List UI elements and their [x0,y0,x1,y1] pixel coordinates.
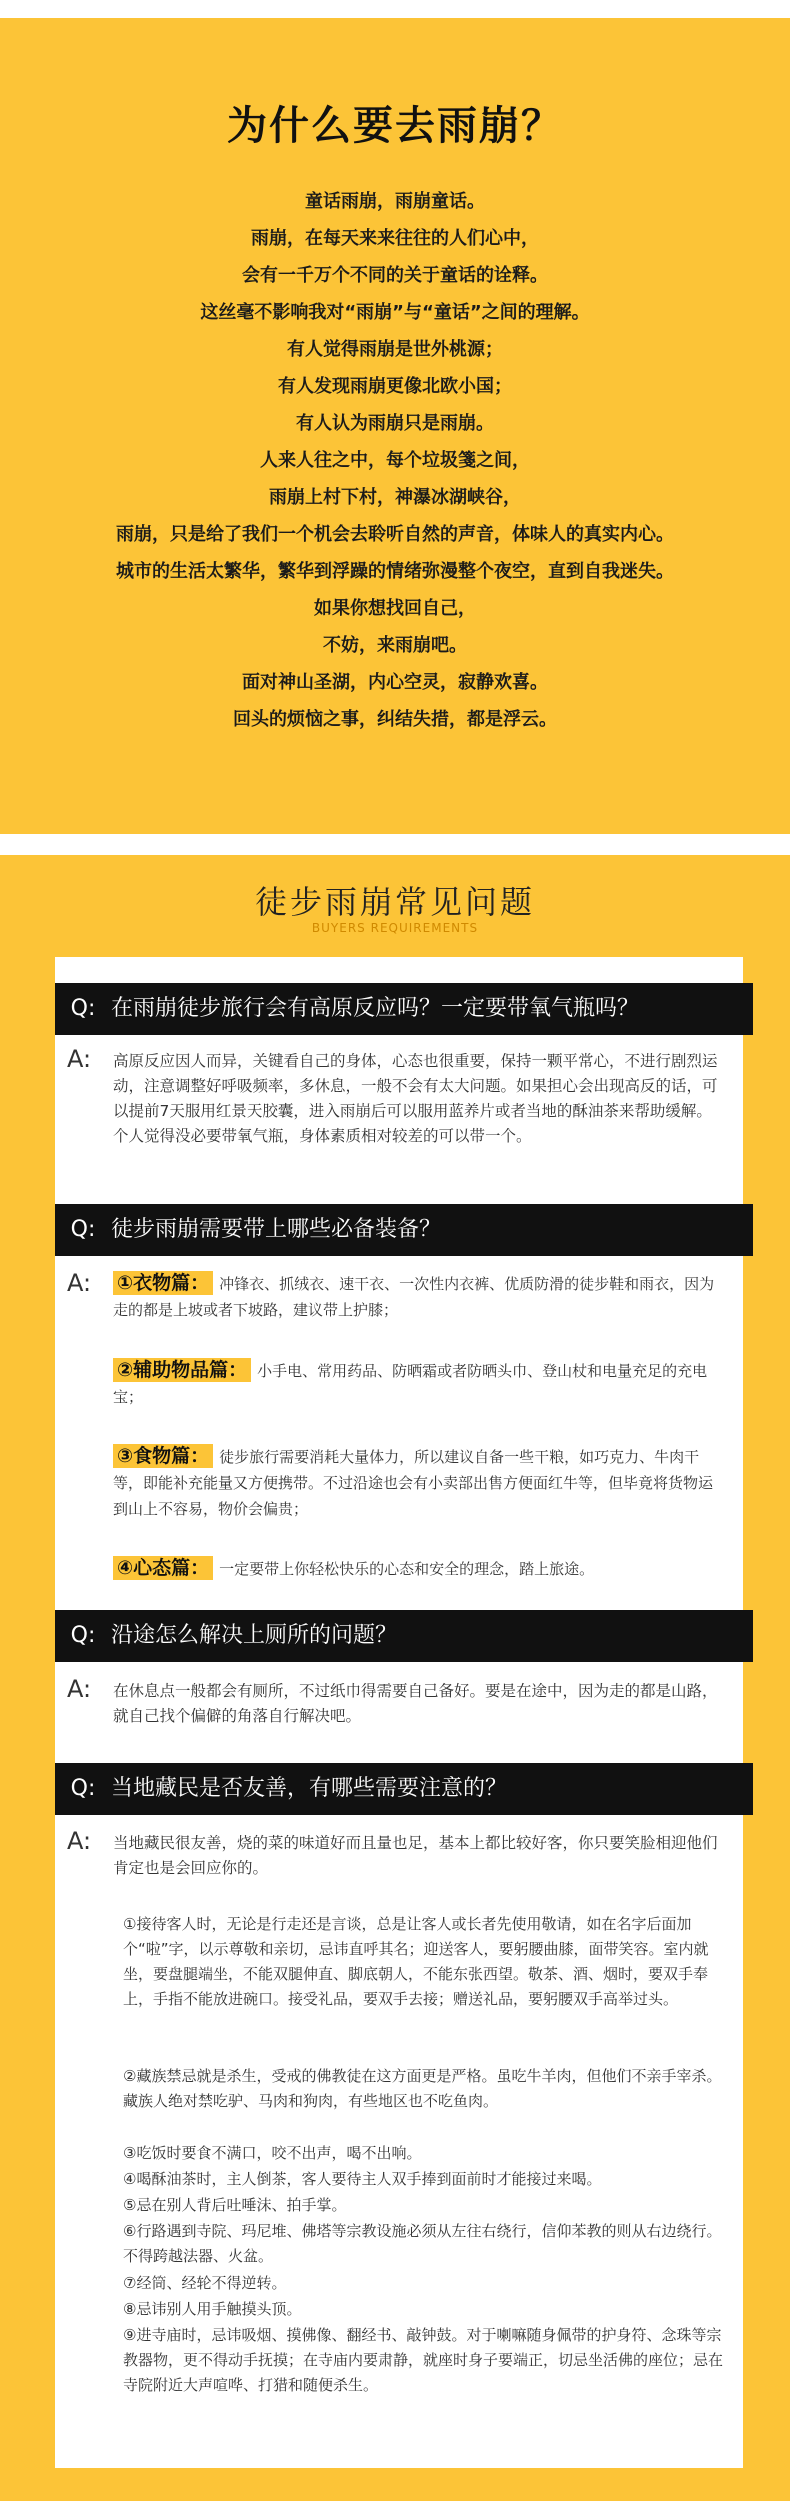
etiquette-rule-7: ⑦经筒、经轮不得逆转。 [123,2274,287,2292]
q-label: Q: [70,1217,96,1242]
q-label: Q: [70,1776,96,1801]
poem-line: 城市的生活太繁华，繁华到浮躁的情绪弥漫整个夜空，直到自我迷失。 [116,561,674,582]
answer-text: 当地藏民很友善，烧的菜的味道好而且量也足，基本上都比较好客，你只要笑脸相迎他们肯定也是会回应你的。 [113,1834,718,1877]
gear-tag: ③食物篇： [113,1444,213,1468]
gear-item-clothing [113,1270,723,1323]
etiquette-rule-9: ⑨进寺庙时，忌讳吸烟、摸佛像、翻经书、敲钟鼓。对于喇嘛随身佩带的护身符、念珠等宗教器物，更不得动手抚摸；在寺庙内要肃静，就座时身子要端正，切忌坐活佛的座位；忌在寺院附近大声喧哗、打猎和随便杀生。 [123,2326,724,2394]
etiquette-rule-3: ③吃饭时要食不满口，咬不出声，喝不出响。 [123,2144,422,2162]
poem-line: 雨崩上村下村，神瀑冰湖峡谷， [269,487,521,508]
question-text: 沿途怎么解决上厕所的问题？ [111,1623,398,1648]
poem-line: 回头的烦恼之事，纠结失措，都是浮云。 [233,709,557,730]
poem-line: 这丝毫不影响我对“雨崩”与“童话”之间的理解。 [200,302,590,323]
etiquette-rule-8: ⑧忌讳别人用手触摸头顶。 [123,2300,302,2318]
poem-line: 不妨，来雨崩吧。 [323,635,467,656]
poem-line: 有人发现雨崩更像北欧小国； [278,376,512,397]
a-label: A: [67,1675,92,1703]
question-bar-2 [55,1204,753,1256]
question-text: 徒步雨崩需要带上哪些必备装备？ [111,1217,442,1242]
gear-item-accessories [113,1357,723,1410]
question-bar-4 [55,1763,753,1815]
gear-text: 徒步旅行需要消耗大量体力，所以建议自备一些干粮，如巧克力、牛肉干等，即能补充能量又方便携带。不过沿途也会有小卖部出售方便面红牛等，但毕竟将货物运到山上不容易，物价会偏贵； [113,1448,714,1518]
question-text: 在雨崩徒步旅行会有高原反应吗？一定要带氧气瓶吗？ [111,996,640,1021]
gear-tag: ④心态篇： [113,1556,213,1580]
gear-text: 冲锋衣、抓绒衣、速干衣、一次性内衣裤、优质防滑的徒步鞋和雨衣，因为走的都是上坡或者下坡路，建议带上护膝； [113,1275,715,1319]
faq-section [0,855,790,2501]
gear-item-mindset [113,1555,723,1582]
etiquette-rule-6: ⑥行路遇到寺院、玛尼堆、佛塔等宗教设施必须从左往右绕行，信仰苯教的则从右边绕行。不得跨越法器、火盆。 [123,2222,722,2265]
poem-line: 如果你想找回自己， [314,598,476,619]
q-label: Q: [70,1623,96,1648]
why-title: 为什么要去雨崩？ [227,103,563,149]
poem-line: 有人觉得雨崩是世外桃源； [287,339,503,360]
poem-line: 有人认为雨崩只是雨崩。 [296,413,494,434]
etiquette-rule-1: ①接待客人时，无论是行走还是言谈，总是让客人或长者先使用敬请，如在名字后面加个“啦”字，以示尊敬和亲切，忌讳直呼其名；迎送客人，要躬腰曲膝，面带笑容。室内就坐，要盘腿端坐，不能双腿伸直、脚底朝人，不能东张西望。敬茶、酒、烟时，要双手奉上，手指不能放进碗口。接受礼品，要双手去接；赠送礼品，要躬腰双手高举过头。 [123,1915,709,2008]
etiquette-rule-4: ④喝酥油茶时，主人倒茶，客人要待主人双手捧到面前时才能接过来喝。 [123,2170,602,2188]
poem-line: 童话雨崩，雨崩童话。 [305,191,485,212]
gear-tag: ①衣物篇： [113,1271,213,1295]
a-label: A: [67,1827,92,1855]
poem-line: 人来人往之中，每个垃圾箋之间， [260,450,530,471]
faq-subheading: BUYERS REQUIREMENTS [311,921,479,935]
why-poem [0,183,790,738]
etiquette-rule-2: ②藏族禁忌就是杀生，受戒的佛教徒在这方面更是严格。虽吃牛羊肉，但他们不亲手宰杀。藏族人绝对禁吃驴、马肉和狗肉，有些地区也不吃鱼肉。 [123,2067,722,2110]
etiquette-rule-5: ⑤忌在别人背后吐唾沫、拍手掌。 [123,2196,347,2214]
gear-text: 一定要带上你轻松快乐的心态和安全的理念，踏上旅途。 [219,1560,595,1578]
a-label: A: [67,1045,92,1073]
question-text: 当地藏民是否友善，有哪些需要注意的？ [111,1776,508,1801]
answer-text: 在休息点一般都会有厕所，不过纸巾得需要自己备好。要是在途中，因为走的都是山路，就自己找个偏僻的角落自行解决吧。 [113,1682,718,1725]
poem-line: 面对神山圣湖，内心空灵，寂静欢喜。 [242,672,548,693]
why-section [0,18,790,834]
poem-line: 会有一千万个不同的关于童话的诠释。 [242,265,548,286]
faq-card [55,957,743,2468]
poem-line: 雨崩，只是给了我们一个机会去聆听自然的声音，体味人的真实内心。 [116,524,674,545]
poem-line: 雨崩，在每天来来往往的人们心中， [251,228,539,249]
faq-heading: 徒步雨崩常见问题 [254,883,535,921]
gear-text: 小手电、常用药品、防晒霜或者防晒头巾、登山杖和电量充足的充电宝； [113,1362,708,1406]
answer-text: 高原反应因人而异，关键看自己的身体，心态也很重要，保持一颗平常心，不进行剧烈运动，注意调整好呼吸频率，多休息，一般不会有太大问题。如果担心会出现高反的话，可以提前7天服用红景天胶囊，进入雨崩后可以服用蓝养片或者当地的酥油茶来帮助缓解。个人觉得没必要带氧气瓶，身体素质相对较差的可以带一个。 [113,1052,718,1145]
gear-tag: ②辅助物品篇： [113,1358,251,1382]
gear-item-food [113,1443,723,1522]
question-bar-3 [55,1610,753,1662]
q-label: Q: [70,996,96,1021]
question-bar-1 [55,983,753,1035]
a-label: A: [67,1269,92,1297]
